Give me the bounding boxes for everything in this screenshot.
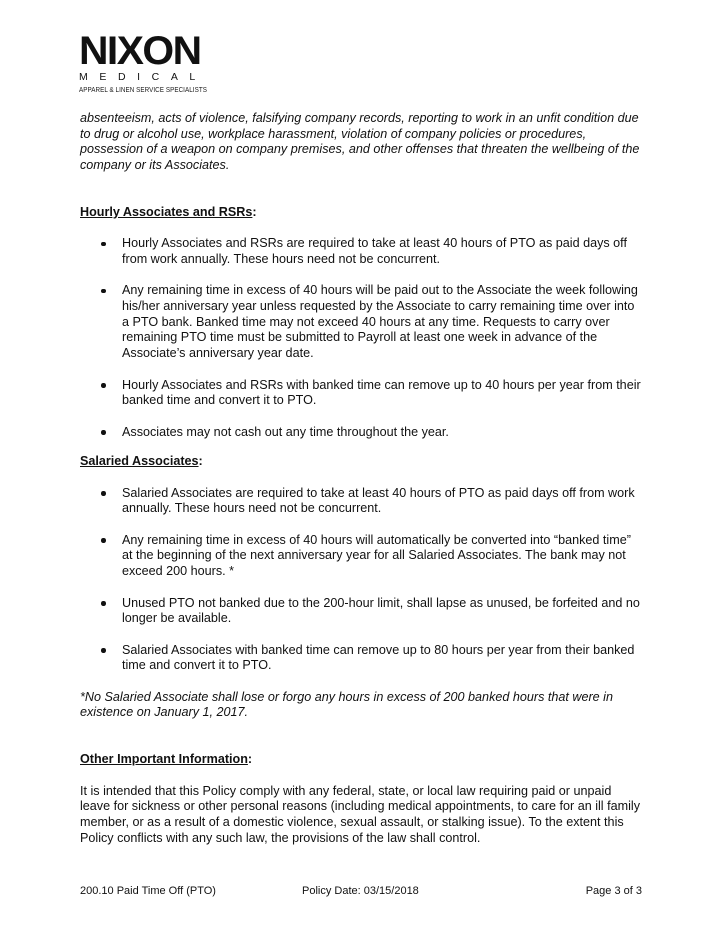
heading-salaried [80, 454, 642, 470]
footnote: *No Salaried Associate shall lose or forgo any hours in excess of 200 banked hours that were in existence on January 1, 2017. [80, 689, 613, 720]
footer-page-number: Page 3 of 3 [585, 885, 642, 897]
list-item [80, 533, 642, 580]
other-paragraph: It is intended that this Policy comply with any federal, state, or local law requiring paid or unpaid leave for sickness or other personal reasons (including medical appointments, to care for an ill family member, or as a result of a domestic violence, sexual assault, or stalking issue). To the extent this Policy conflicts with any such law, the provisions of the law shall control. [80, 783, 640, 845]
list-item [80, 425, 642, 441]
footer-policy-date: Policy Date: 03/15/2018 [302, 885, 419, 897]
logo-tagline: APPAREL & LINEN SERVICE SPECIALISTS [79, 86, 207, 95]
bullet-icon [101, 601, 106, 606]
list-item-text: Unused PTO not banked due to the 200-hour limit, shall lapse as unused, be forfeited and no longer be available. [122, 595, 640, 626]
document-body [80, 111, 642, 846]
list-item-text: Any remaining time in excess of 40 hours will be paid out to the Associate the week following his/her anniversary year unless requested by the Associate to carry remaining time over into a PTO bank. Banked time may not exceed 40 hours at any time. Requests to carry over remaining PTO time must be submitted to Payroll at least one week in advance of the Associate’s anniversary year date. [122, 283, 638, 361]
list-item-text: Salaried Associates with banked time can remove up to 80 hours per year from their banked time and convert it to PTO. [122, 642, 635, 673]
heading-other [80, 752, 642, 768]
heading-colon: : [252, 204, 257, 219]
footer-policy-title: 200.10 Paid Time Off (PTO) [80, 885, 216, 897]
heading-hourly [80, 205, 642, 221]
list-item [80, 283, 642, 362]
heading-salaried-text: Salaried Associates [80, 454, 199, 469]
bullet-icon [101, 242, 106, 247]
list-item [80, 236, 642, 267]
logo-subtitle: MEDICAL [79, 71, 207, 83]
logo-name: NIXON [79, 29, 201, 73]
intro-paragraph: absenteeism, acts of violence, falsifying company records, reporting to work in an unfit condition due to drug or alcohol use, workplace harassment, violation of company policies or procedures, possession of a weapon on company premises, and other offenses that threaten the wellbeing of the company or its Associates. [80, 111, 640, 173]
heading-colon: : [198, 454, 203, 469]
list-item-text: Salaried Associates are required to take at least 40 hours of PTO as paid days off from work annually. These hours need not be concurrent. [122, 485, 635, 516]
list-item-text: Associates may not cash out any time throughout the year. [122, 424, 449, 439]
bullet-icon [101, 430, 106, 435]
bullet-icon [101, 383, 106, 388]
salaried-list [80, 486, 642, 674]
bullet-icon [101, 538, 106, 543]
heading-hourly-text: Hourly Associates and RSRs [80, 204, 253, 219]
hourly-list [80, 236, 642, 440]
heading-colon: : [247, 752, 253, 767]
list-item-text: Hourly Associates and RSRs with banked time can remove up to 40 hours per year from their banked time and convert it to PTO. [122, 377, 641, 408]
bullet-icon [101, 648, 106, 653]
list-item [80, 378, 642, 409]
company-logo [79, 29, 209, 95]
list-item [80, 486, 642, 517]
list-item [80, 643, 642, 674]
list-item-text: Any remaining time in excess of 40 hours will automatically be converted into “banked time” at the beginning of the next anniversary year for all Salaried Associates. The bank may not exceed 200 hours. * [122, 532, 631, 579]
list-item-text: Hourly Associates and RSRs are required to take at least 40 hours of PTO as paid days off from work annually. These hours need not be concurrent. [122, 236, 627, 266]
list-item [80, 596, 642, 627]
bullet-icon [101, 491, 106, 496]
heading-other-text: Other Important Information [80, 752, 248, 767]
bullet-icon [101, 289, 106, 294]
